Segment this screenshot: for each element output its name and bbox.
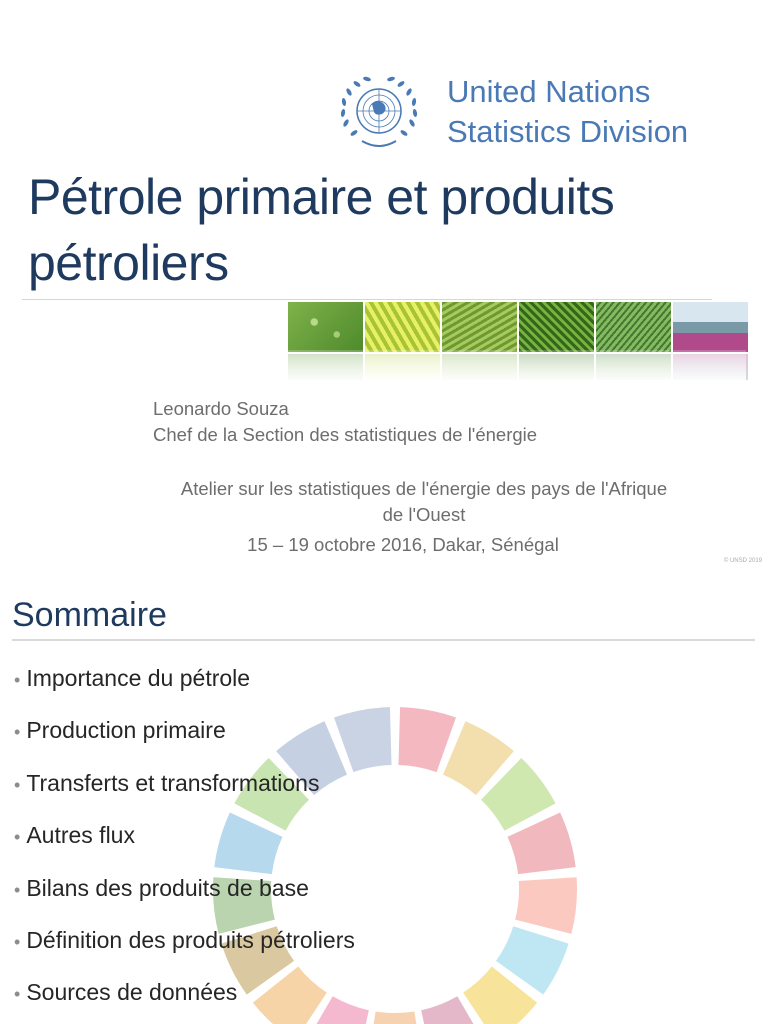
water-drops-photo [288, 302, 363, 352]
list-item: • Sources de données [14, 979, 238, 1006]
fern-leaf-photo [442, 302, 517, 352]
list-item-text: Bilans des produits de base [26, 874, 309, 901]
slide-title-line2: pétroliers [28, 235, 229, 291]
list-item-text: Importance du pétrole [26, 665, 251, 691]
org-name [447, 72, 688, 152]
summary-list [14, 662, 355, 1024]
list-item-text: Autres flux [26, 822, 135, 849]
list-item-text: Définition des produits pétroliers [26, 926, 355, 953]
org-name-line2: Statistics Division [447, 114, 689, 149]
nature-photo-strip [288, 302, 748, 352]
presenter-role: Chef de la Section des statistiques de l'énergie [153, 424, 538, 445]
wheel-segment [398, 707, 456, 772]
title-divider [22, 299, 712, 300]
list-item-text: Production primaire [26, 717, 226, 744]
wheel-segment [367, 1011, 424, 1024]
fern-frond-photo [519, 302, 594, 352]
palm-leaf-photo [365, 302, 440, 352]
workshop-line1: Atelier sur les statistiques de l'énergie des pays de l'Afrique [180, 478, 668, 499]
event-dates: 15 – 19 octobre 2016, Dakar, Sénégal [247, 534, 559, 555]
lake-flowers-photo [673, 302, 748, 352]
list-item-text: Sources de données [26, 979, 238, 1006]
copyright-notice: © UNSD 2019 [723, 558, 762, 564]
summary-divider [12, 639, 755, 641]
presenter-info [153, 396, 537, 448]
list-item: • Autres flux [14, 822, 135, 849]
summary-title: Sommaire [12, 596, 167, 634]
list-item: • Bilans des produits de base [14, 874, 309, 901]
slide-title-line1: Pétrole primaire et produits [28, 169, 615, 225]
list-item-text: Transferts et transformations [26, 769, 320, 796]
reflection-fade [286, 350, 746, 384]
wheel-segment [515, 877, 577, 934]
org-name-line1: United Nations [447, 74, 651, 109]
list-item: • Transferts et transformations [14, 769, 320, 796]
list-item: • Importance du pétrole [14, 665, 251, 691]
grass-photo [596, 302, 671, 352]
workshop-line2: de l'Ouest [382, 504, 466, 525]
summary-slide [0, 580, 768, 1024]
un-emblem-icon [332, 71, 426, 155]
list-item: • Production primaire [14, 717, 226, 744]
presenter-name: Leonardo Souza [153, 398, 289, 419]
slide-title [28, 164, 748, 296]
list-item: • Définition des produits pétroliers [14, 926, 355, 953]
workshop-info [150, 476, 698, 528]
